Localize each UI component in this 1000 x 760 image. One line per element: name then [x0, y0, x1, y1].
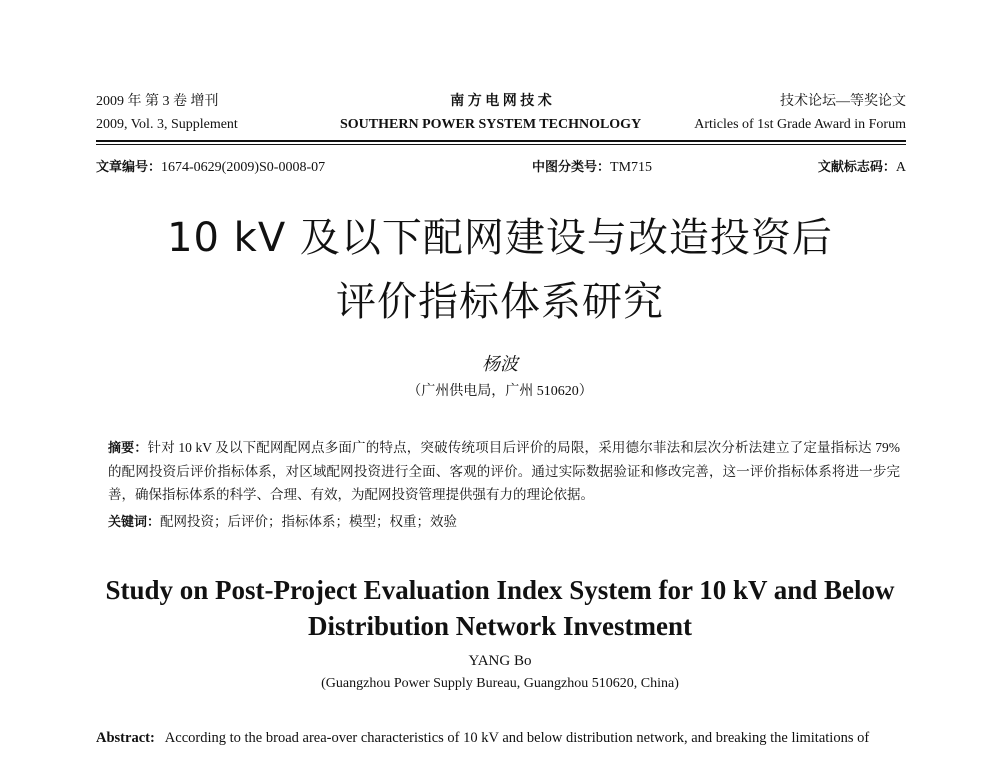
category-en: Articles of 1st Grade Award in Forum: [694, 117, 906, 132]
title-cn-line1: 10 kV 及以下配网建设与改造投资后: [167, 215, 833, 261]
category-cn: 技术论坛—等奖论文: [780, 94, 906, 109]
journal-name-en: SOUTHERN POWER SYSTEM TECHNOLOGY: [340, 117, 642, 132]
abstract-cn: [108, 436, 900, 506]
header-rule-thin: [96, 144, 906, 145]
abstract-en: [96, 730, 912, 747]
title-en: Study on Post-Project Evaluation Index System for 10 kV and Below Distribution Network Investment: [105, 575, 895, 641]
journal-name-cn: 南 方 电 网 技 术: [450, 94, 552, 109]
affiliation-en: (Guangzhou Power Supply Bureau, Guangzhou 510620, China): [321, 676, 679, 691]
issue-cn: 2009 年 第 3 卷 增刊: [96, 94, 219, 109]
abstract-cn-text: 针对 10 kV 及以下配网配网点多面广的特点，突破传统项目后评价的局限，采用德尔菲法和层次分析法建立了定量指标达 79%的配网投资后评价指标体系，对区域配网投资进行全面、客观的评价。通过实际数据验证和修改完善，这一评价指标体系将进一步完善，确保指标体系的科学、合理、有效，为配网投资管理提供强有力的理论依据。: [108, 440, 900, 502]
header-rule-thick: [96, 140, 906, 142]
author-cn: 杨波: [482, 354, 518, 374]
abstract-cn-label: 摘要：: [108, 441, 148, 456]
issue-en: 2009, Vol. 3, Supplement: [96, 117, 238, 132]
document-code: 文献标志码：A: [817, 160, 906, 175]
keywords-cn-text: 配网投资；后评价；指标体系；模型；权重；效验: [160, 514, 458, 529]
keywords-cn-label: 关键词：: [108, 515, 161, 530]
author-en: YANG Bo: [468, 653, 532, 669]
affiliation-cn: （广州供电局，广州 510620）: [407, 384, 593, 399]
article-number: 文章编号：1674-0629(2009)S0-0008-07: [96, 160, 326, 175]
title-cn-line2: 评价指标体系研究: [336, 279, 664, 325]
abstract-en-label: Abstract:: [96, 730, 155, 746]
clc-number: 中图分类号：TM715: [532, 160, 653, 175]
keywords-cn: [108, 510, 900, 530]
abstract-en-text: According to the broad area-over characteristics of 10 kV and below distribution network, and breaking the limitations of: [164, 730, 870, 746]
